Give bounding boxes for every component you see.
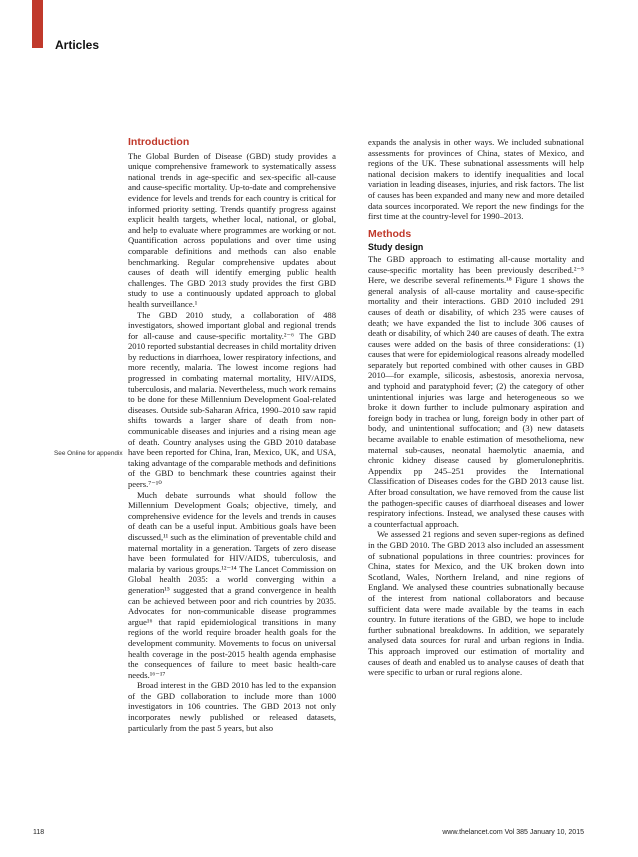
appendix-sidenote: See Online for appendix	[54, 450, 123, 457]
methods-paragraph-1: The GBD approach to estimating all-cause mortality and cause-specific mortality has been previously described.²⁻⁵ Here, we describe several refinements.¹⁸ Figure 1 shows the general analysis of all-cause mortality and cause-specific mortality and their interactions. GBD 2010 included 291 causes of death or disability, of which 235 were causes of death; we have expanded the list to include 306 causes of death or disability, of which 240 are causes of death. The extra causes were added on the basis of three considerations: (1) causes that were for epidemiological reasons already modelled separately but reported combined with other causes in GBD 2010—for example, silicosis, asbestosis, anorexia nervosa, and typhoid and paratyphoid fever; (2) the category of other unintentional injuries was large and heterogeneous so we broke it down further to include pulmonary aspiration and foreign body in trachea or lung, foreign body in other part of body, and unintentional suffocation; and (3) new datasets became available to enable estimation of mesothelioma, new maternal sub-causes, neonatal haemolytic anaemia, and chronic kidney disease caused by glomerulonephritis. Appendix pp 245–251 provides the International Classification of Diseases codes for the GBD 2013 cause list. After broad consultation, we have removed from the cause list the pathogen-specific causes of diarrhoeal diseases and lower respiratory infections. Instead, we analysed these causes with a counterfactual approach.	[368, 253, 584, 529]
journal-footer: www.thelancet.com Vol 385 January 10, 2015	[442, 829, 584, 836]
methods-paragraph-2: We assessed 21 regions and seven super-regions as defined in the GBD 2010. The GBD 2013 also included an assessment of subnational populations in three countries: provinces for China, states for Mexico, and the UK broken down into Scotland, Wales, Northern Ireland, and nine regions of England. We analysed these countries subnationally because of the interest from national collaborators and because sufficient data were made available by the teams in each country. In future iterations of the GBD, we hope to include further subnational breakdowns. In addition, we separately analysed data sources for rural and urban regions in India. This approach improved our estimation of mortality and causes of death and enabled us to analyse causes of death that were specific to urban or rural regions alone.	[368, 529, 584, 678]
left-column	[128, 137, 336, 733]
intro-paragraph-4: Broad interest in the GBD 2010 has led to the expansion of the GBD collaboration to include more than 1000 investigators in 106 countries. The GBD 2013 not only incorporates newly published or released datasets, particularly from the past 5 years, but also	[128, 680, 336, 733]
intro-paragraph-continued: expands the analysis in other ways. We included subnational assessments for provinces of China, states of Mexico, and regions of the UK. These subnational assessments will help national decision makers to identify inequalities and local variation in leading diseases, injuries, and risk factors. The list of causes has been expanded and many new and more detailed data sources incorporated. We report the new findings for the first time at the country-level for 1990–2013.	[368, 137, 584, 222]
methods-heading: Methods	[368, 227, 412, 240]
intro-paragraph-1: The Global Burden of Disease (GBD) study provides a unique comprehensive framework to systematically assess national trends in age-specific and sex-specific all-cause and cause-specific mortality. Up-to-date and comprehensive evidence for levels and trends for each country is critical for informed priority setting. Trends quantify progress against explicit health targets, whether local, national, or global, and help to evaluate where programmes are working or not. Quantification across populations and over time using comparable definitions and methods can also enable benchmarking. Regular comprehensive updates about causes of death will identify emerging public health challenges. The GBD 2013 study provides the first GBD study to use a continuously updated approach to global health surveillance.¹	[128, 150, 336, 309]
page-number: 118	[33, 829, 45, 836]
section-label: Articles	[55, 38, 100, 52]
section-color-bar	[32, 0, 43, 48]
study-design-heading: Study design	[368, 242, 424, 253]
intro-paragraph-2: The GBD 2010 study, a collaboration of 488 investigators, showed important global and regional trends for all-cause and cause-specific mortality.²⁻⁶ The GBD 2010 reported substantial decreases in child mortality driven by reductions in diarrhoea, lower respiratory infections, and more recently, malaria. The lowest income regions had progressed in combating maternal mortality, HIV/AIDS, tuberculosis, and malaria. Nevertheless, much work remains to be done for these Millennium Development Goal-related diseases. Outside sub-Saharan Africa, 1990–2010 saw rapid shifts towards a larger share of death from non-communicable diseases and injuries and a rising mean age of death. Country analyses using the GBD 2010 database have been reported for China, Iran, Mexico, UK, and USA, taking advantage of the comparable methods and definitions of the GBD to benchmark these countries against their peers.⁷⁻¹⁰	[128, 309, 336, 489]
introduction-heading: Introduction	[128, 136, 190, 148]
right-column	[368, 137, 584, 678]
intro-paragraph-3: Much debate surrounds what should follow the Millennium Development Goals; objective, timely, and comprehensive evidence for the levels and trends in causes of death can be a useful input. Ambitious goals have been discussed,¹¹ such as the elimination of preventable child and maternal mortality in a generation. Targets of zero disease have been formulated for HIV/AIDS, tuberculosis, and malaria by various groups.¹²⁻¹⁴ The Lancet Commission on Global health 2035: a world converging within a generation¹⁵ suggested that a grand convergence in health can be achieved between poor and rich countries by 2035. Advocates for non-communicable disease programmes argue¹⁶ that rapid epidemiological transitions in many regions of the world require broader health goals for the development community. Movements to focus on universal health coverage in the post-2015 health agenda emphasise the consequences of failure to meet basic health-care needs.¹⁶⁻¹⁷	[128, 489, 336, 680]
